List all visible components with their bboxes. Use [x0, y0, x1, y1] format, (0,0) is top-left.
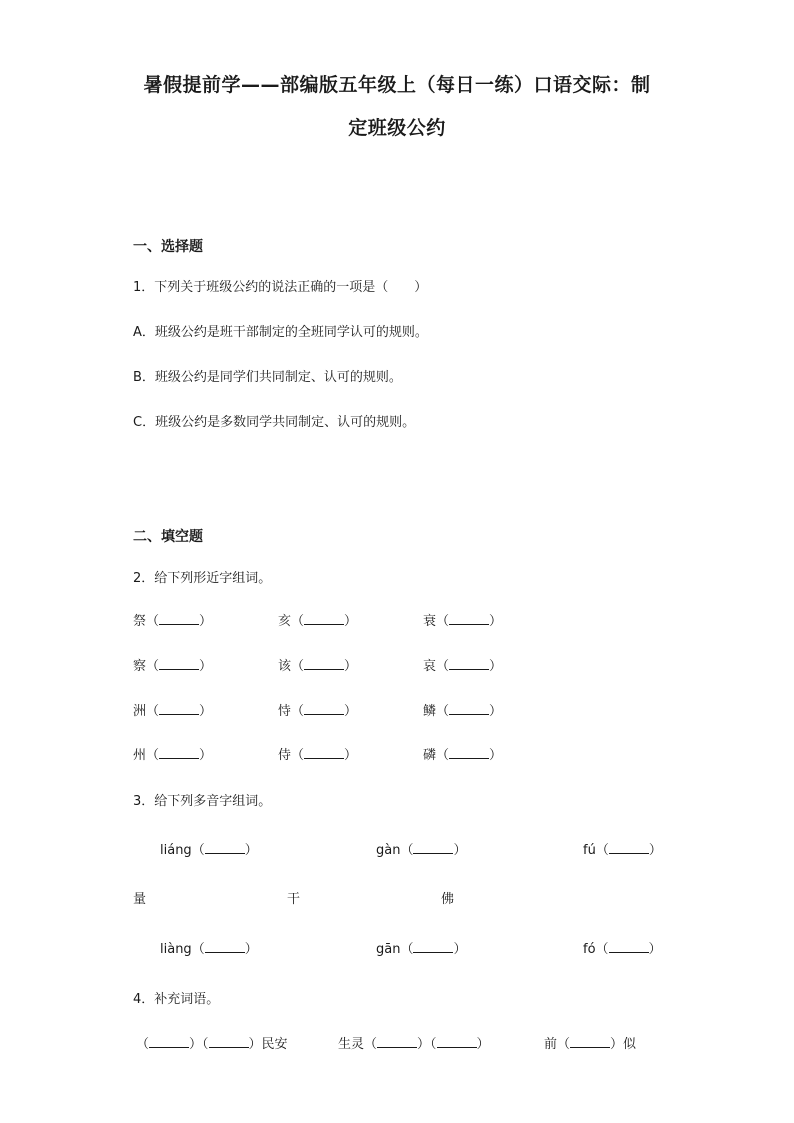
word-char: 祭 [133, 614, 147, 629]
answer-blank[interactable] [377, 1035, 417, 1048]
answer-blank[interactable] [413, 841, 453, 854]
word-item: 衰（ ） [423, 614, 503, 629]
pinyin-item: gān（ ） [376, 942, 467, 957]
answer-blank[interactable] [449, 657, 489, 670]
answer-blank[interactable] [449, 702, 489, 715]
idiom-text: 似 [623, 1037, 637, 1052]
answer-blank[interactable] [159, 702, 199, 715]
section-heading-fill-blank: 二、填空题 [133, 529, 203, 545]
question-1-stem: 1．下列关于班级公约的说法正确的一项是（ ） [133, 280, 428, 295]
word-item: 亥（ ） [278, 614, 358, 629]
section-heading-choice: 一、选择题 [133, 239, 203, 255]
pinyin-text: gān [376, 942, 401, 957]
answer-blank[interactable] [449, 746, 489, 759]
answer-blank[interactable] [159, 612, 199, 625]
idiom-item: （ ）（ ）民安 [136, 1037, 288, 1052]
answer-blank[interactable] [304, 746, 344, 759]
answer-blank[interactable] [304, 612, 344, 625]
word-item: 磷（ ） [423, 748, 503, 763]
pinyin-item: gàn（ ） [376, 843, 467, 858]
answer-blank[interactable] [209, 1035, 249, 1048]
word-item: 州（ ） [133, 748, 213, 763]
word-char: 哀 [423, 659, 437, 674]
polyphone-char: 佛 [441, 892, 455, 907]
answer-blank[interactable] [159, 746, 199, 759]
word-item: 哀（ ） [423, 659, 503, 674]
question-3-stem: 3．给下列多音字组词。 [133, 794, 272, 809]
page-title-line-2: 定班级公约 [348, 117, 446, 139]
answer-blank[interactable] [437, 1035, 477, 1048]
question-1-option-a: A．班级公约是班干部制定的全班同学认可的规则。 [133, 325, 428, 340]
word-item: 侍（ ） [278, 748, 358, 763]
question-1-option-c: C．班级公约是多数同学共同制定、认可的规则。 [133, 415, 416, 430]
pinyin-text: fú [583, 843, 596, 858]
word-char: 亥 [278, 614, 292, 629]
question-4-stem: 4．补充词语。 [133, 992, 220, 1007]
word-char: 洲 [133, 704, 147, 719]
answer-blank[interactable] [413, 940, 453, 953]
pinyin-text: fó [583, 942, 596, 957]
question-1-option-b: B．班级公约是同学们共同制定、认可的规则。 [133, 370, 402, 385]
idiom-item: 前（ ）似 [544, 1037, 637, 1052]
answer-blank[interactable] [609, 841, 649, 854]
word-item: 察（ ） [133, 659, 213, 674]
word-char: 恃 [278, 704, 292, 719]
answer-blank[interactable] [159, 657, 199, 670]
answer-blank[interactable] [149, 1035, 189, 1048]
idiom-text: 生灵 [338, 1037, 365, 1052]
polyphone-char: 量 [133, 892, 147, 907]
word-item: 该（ ） [278, 659, 358, 674]
question-2-stem: 2．给下列形近字组词。 [133, 571, 272, 586]
answer-blank[interactable] [609, 940, 649, 953]
idiom-text: 民安 [261, 1037, 288, 1052]
answer-blank[interactable] [449, 612, 489, 625]
word-char: 侍 [278, 748, 292, 763]
pinyin-item: liáng（ ） [160, 843, 258, 858]
word-char: 该 [278, 659, 292, 674]
pinyin-item: fú（ ） [583, 843, 662, 858]
answer-blank[interactable] [304, 657, 344, 670]
word-char: 衰 [423, 614, 437, 629]
pinyin-text: liáng [160, 843, 192, 858]
word-char: 磷 [423, 748, 437, 763]
answer-blank[interactable] [570, 1035, 610, 1048]
page-title-line-1: 暑假提前学——部编版五年级上（每日一练）口语交际：制 [143, 74, 651, 96]
answer-blank[interactable] [205, 940, 245, 953]
pinyin-text: liàng [160, 942, 192, 957]
answer-blank[interactable] [304, 702, 344, 715]
pinyin-text: gàn [376, 843, 401, 858]
word-item: 鳞（ ） [423, 704, 503, 719]
word-char: 鳞 [423, 704, 437, 719]
pinyin-item: liàng（ ） [160, 942, 258, 957]
polyphone-char: 干 [287, 892, 301, 907]
word-item: 祭（ ） [133, 614, 213, 629]
word-char: 州 [133, 748, 147, 763]
word-char: 察 [133, 659, 147, 674]
idiom-item: 生灵（ ）（ ） [338, 1037, 490, 1052]
idiom-text: 前 [544, 1037, 558, 1052]
word-item: 洲（ ） [133, 704, 213, 719]
answer-blank[interactable] [205, 841, 245, 854]
pinyin-item: fó（ ） [583, 942, 662, 957]
word-item: 恃（ ） [278, 704, 358, 719]
